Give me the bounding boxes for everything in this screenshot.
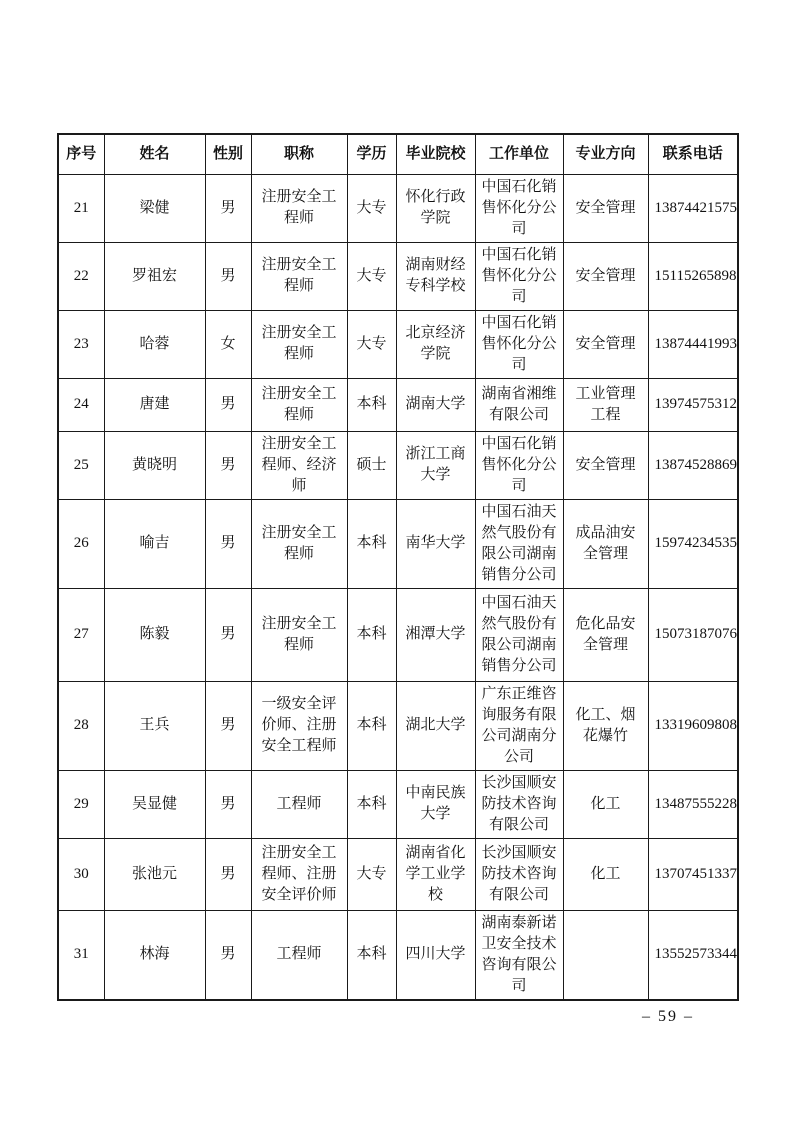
cell-school: 浙江工商大学 xyxy=(396,431,475,499)
table-row xyxy=(58,770,738,838)
cell-index: 25 xyxy=(58,431,104,499)
cell-school: 湖南大学 xyxy=(396,378,475,431)
cell-index: 27 xyxy=(58,588,104,681)
cell-name: 唐建 xyxy=(104,378,205,431)
cell-school: 中南民族大学 xyxy=(396,770,475,838)
cell-specialty xyxy=(563,910,648,1000)
table-row xyxy=(58,310,738,378)
column-header-name: 姓名 xyxy=(104,134,205,174)
table-row xyxy=(58,174,738,242)
cell-specialty: 安全管理 xyxy=(563,310,648,378)
cell-specialty: 安全管理 xyxy=(563,431,648,499)
column-header-specialty: 专业方向 xyxy=(563,134,648,174)
cell-index: 21 xyxy=(58,174,104,242)
table-body xyxy=(58,174,738,1000)
cell-education: 本科 xyxy=(347,378,396,431)
cell-name: 黄晓明 xyxy=(104,431,205,499)
cell-specialty: 成品油安全管理 xyxy=(563,499,648,588)
column-header-title: 职称 xyxy=(251,134,347,174)
table-row xyxy=(58,588,738,681)
cell-name: 陈毅 xyxy=(104,588,205,681)
cell-gender: 男 xyxy=(205,242,251,310)
cell-gender: 男 xyxy=(205,910,251,1000)
cell-phone: 15073187076 xyxy=(648,588,738,681)
cell-specialty: 化工 xyxy=(563,838,648,910)
cell-employer: 中国石油天然气股份有限公司湖南销售分公司 xyxy=(475,499,563,588)
cell-gender: 男 xyxy=(205,431,251,499)
cell-title: 一级安全评价师、注册安全工程师 xyxy=(251,681,347,770)
cell-employer: 湖南省湘维有限公司 xyxy=(475,378,563,431)
cell-title: 注册安全工程师 xyxy=(251,174,347,242)
cell-specialty: 化工 xyxy=(563,770,648,838)
cell-specialty: 危化品安全管理 xyxy=(563,588,648,681)
cell-school: 北京经济学院 xyxy=(396,310,475,378)
cell-name: 张池元 xyxy=(104,838,205,910)
cell-education: 本科 xyxy=(347,770,396,838)
cell-employer: 中国石化销售怀化分公司 xyxy=(475,174,563,242)
cell-employer: 湖南泰新诺卫安全技术咨询有限公司 xyxy=(475,910,563,1000)
cell-phone: 15974234535 xyxy=(648,499,738,588)
cell-title: 工程师 xyxy=(251,910,347,1000)
cell-employer: 中国石油天然气股份有限公司湖南销售分公司 xyxy=(475,588,563,681)
cell-education: 本科 xyxy=(347,588,396,681)
cell-specialty: 化工、烟花爆竹 xyxy=(563,681,648,770)
cell-name: 吴显健 xyxy=(104,770,205,838)
column-header-education: 学历 xyxy=(347,134,396,174)
cell-gender: 男 xyxy=(205,174,251,242)
column-header-phone: 联系电话 xyxy=(648,134,738,174)
cell-education: 本科 xyxy=(347,681,396,770)
cell-phone: 15115265898 xyxy=(648,242,738,310)
cell-school: 南华大学 xyxy=(396,499,475,588)
cell-name: 林海 xyxy=(104,910,205,1000)
cell-gender: 女 xyxy=(205,310,251,378)
cell-gender: 男 xyxy=(205,499,251,588)
cell-education: 大专 xyxy=(347,310,396,378)
table-row xyxy=(58,681,738,770)
cell-education: 大专 xyxy=(347,174,396,242)
cell-education: 本科 xyxy=(347,499,396,588)
cell-title: 注册安全工程师 xyxy=(251,499,347,588)
cell-phone: 13874441993 xyxy=(648,310,738,378)
cell-title: 注册安全工程师 xyxy=(251,242,347,310)
cell-education: 硕士 xyxy=(347,431,396,499)
table-row xyxy=(58,499,738,588)
cell-education: 本科 xyxy=(347,910,396,1000)
table-row xyxy=(58,378,738,431)
cell-index: 22 xyxy=(58,242,104,310)
table-row xyxy=(58,242,738,310)
cell-name: 罗祖宏 xyxy=(104,242,205,310)
cell-employer: 中国石化销售怀化分公司 xyxy=(475,431,563,499)
cell-gender: 男 xyxy=(205,378,251,431)
cell-phone: 13552573344 xyxy=(648,910,738,1000)
cell-school: 湘潭大学 xyxy=(396,588,475,681)
cell-specialty: 工业管理工程 xyxy=(563,378,648,431)
cell-index: 24 xyxy=(58,378,104,431)
cell-index: 29 xyxy=(58,770,104,838)
cell-employer: 中国石化销售怀化分公司 xyxy=(475,310,563,378)
cell-phone: 13707451337 xyxy=(648,838,738,910)
cell-title: 工程师 xyxy=(251,770,347,838)
column-header-school: 毕业院校 xyxy=(396,134,475,174)
cell-name: 哈蓉 xyxy=(104,310,205,378)
cell-title: 注册安全工程师 xyxy=(251,588,347,681)
cell-gender: 男 xyxy=(205,838,251,910)
column-header-gender: 性别 xyxy=(205,134,251,174)
cell-gender: 男 xyxy=(205,588,251,681)
cell-phone: 13319609808 xyxy=(648,681,738,770)
cell-employer: 广东正维咨询服务有限公司湖南分公司 xyxy=(475,681,563,770)
cell-title: 注册安全工程师、经济师 xyxy=(251,431,347,499)
page-number: – 59 – xyxy=(642,1008,694,1025)
cell-index: 30 xyxy=(58,838,104,910)
cell-education: 大专 xyxy=(347,242,396,310)
table-row xyxy=(58,910,738,1000)
cell-phone: 13874528869 xyxy=(648,431,738,499)
cell-gender: 男 xyxy=(205,770,251,838)
cell-specialty: 安全管理 xyxy=(563,174,648,242)
cell-index: 23 xyxy=(58,310,104,378)
table-header-row xyxy=(58,134,738,174)
cell-phone: 13974575312 xyxy=(648,378,738,431)
cell-name: 喻吉 xyxy=(104,499,205,588)
table-row xyxy=(58,838,738,910)
cell-school: 湖北大学 xyxy=(396,681,475,770)
column-header-index: 序号 xyxy=(58,134,104,174)
cell-index: 26 xyxy=(58,499,104,588)
cell-school: 湖南省化学工业学校 xyxy=(396,838,475,910)
cell-school: 四川大学 xyxy=(396,910,475,1000)
cell-school: 怀化行政学院 xyxy=(396,174,475,242)
cell-index: 28 xyxy=(58,681,104,770)
cell-title: 注册安全工程师 xyxy=(251,310,347,378)
cell-phone: 13487555228 xyxy=(648,770,738,838)
cell-employer: 长沙国顺安防技术咨询有限公司 xyxy=(475,838,563,910)
cell-school: 湖南财经专科学校 xyxy=(396,242,475,310)
cell-education: 大专 xyxy=(347,838,396,910)
table-row xyxy=(58,431,738,499)
cell-phone: 13874421575 xyxy=(648,174,738,242)
cell-name: 梁健 xyxy=(104,174,205,242)
cell-employer: 长沙国顺安防技术咨询有限公司 xyxy=(475,770,563,838)
cell-title: 注册安全工程师 xyxy=(251,378,347,431)
cell-gender: 男 xyxy=(205,681,251,770)
cell-title: 注册安全工程师、注册安全评价师 xyxy=(251,838,347,910)
cell-name: 王兵 xyxy=(104,681,205,770)
cell-index: 31 xyxy=(58,910,104,1000)
cell-specialty: 安全管理 xyxy=(563,242,648,310)
personnel-table xyxy=(57,133,739,1001)
column-header-employer: 工作单位 xyxy=(475,134,563,174)
cell-employer: 中国石化销售怀化分公司 xyxy=(475,242,563,310)
